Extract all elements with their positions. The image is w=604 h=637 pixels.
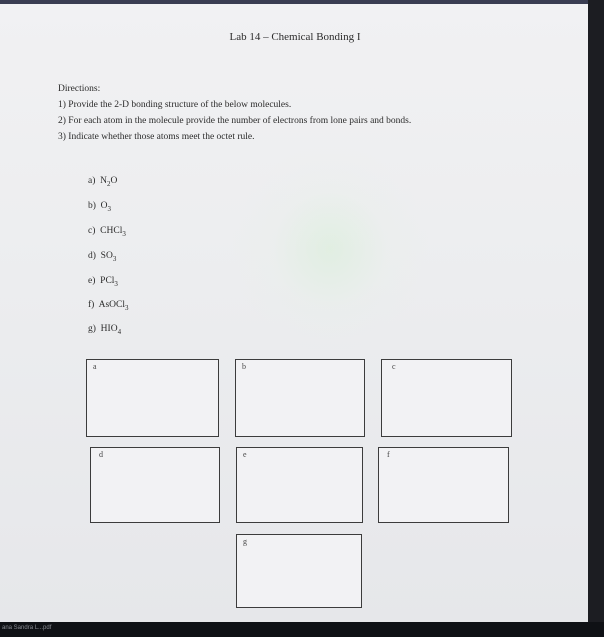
page-title: Lab 14 – Chemical Bonding I [229, 31, 361, 43]
answer-box-b [235, 359, 365, 437]
molecule-label: a) [88, 176, 96, 186]
box-label: d [99, 450, 103, 459]
box-label: g [243, 537, 247, 546]
box-label: c [392, 362, 396, 371]
molecule-item [88, 251, 116, 263]
directions-heading: Directions: [58, 84, 101, 94]
molecule-item [88, 276, 118, 288]
molecule-item [88, 176, 117, 188]
molecule-formula: $O_3$ [100, 201, 112, 213]
taskbar-file-label[interactable]: ana Sandra L...pdf [2, 625, 52, 631]
answer-box-g [236, 534, 362, 608]
box-label: f [387, 450, 390, 459]
molecule-item [88, 324, 121, 336]
screen-edge [588, 0, 604, 637]
molecule-formula: $SO_3$ [100, 251, 117, 263]
answer-box-f [378, 447, 509, 523]
worksheet-paper [0, 4, 590, 624]
molecule-item [88, 201, 111, 213]
box-label: b [242, 362, 246, 371]
molecule-label: e) [88, 276, 96, 286]
answer-box-c [381, 359, 512, 437]
molecule-item [88, 226, 126, 238]
direction-line-3: 3) Indicate whether those atoms meet the octet rule. [58, 132, 255, 142]
molecule-item [88, 300, 129, 312]
answer-box-e [236, 447, 363, 523]
answer-box-a [86, 359, 219, 437]
molecule-label: c) [88, 226, 96, 236]
molecule-label: d) [88, 251, 96, 261]
molecule-formula: CHCl$_3$ [100, 226, 126, 238]
molecule-formula: $N_2O$ [100, 176, 118, 188]
molecule-label: b) [88, 201, 96, 211]
molecule-formula: $HIO_4$ [100, 324, 122, 336]
molecule-label: g) [88, 324, 96, 334]
light-glare [230, 144, 430, 354]
answer-box-d [90, 447, 220, 523]
molecule-formula: AsOCl$_3$ [98, 300, 129, 312]
box-label: e [243, 450, 247, 459]
direction-line-2: 2) For each atom in the molecule provide the number of electrons from lone pairs and bonds. [58, 116, 412, 126]
direction-line-1: 1) Provide the 2-D bonding structure of the below molecules. [58, 100, 292, 110]
molecule-label: f) [88, 300, 95, 310]
taskbar [0, 622, 604, 637]
box-label: a [93, 362, 97, 371]
molecule-formula: PCl$_3$ [100, 276, 118, 288]
